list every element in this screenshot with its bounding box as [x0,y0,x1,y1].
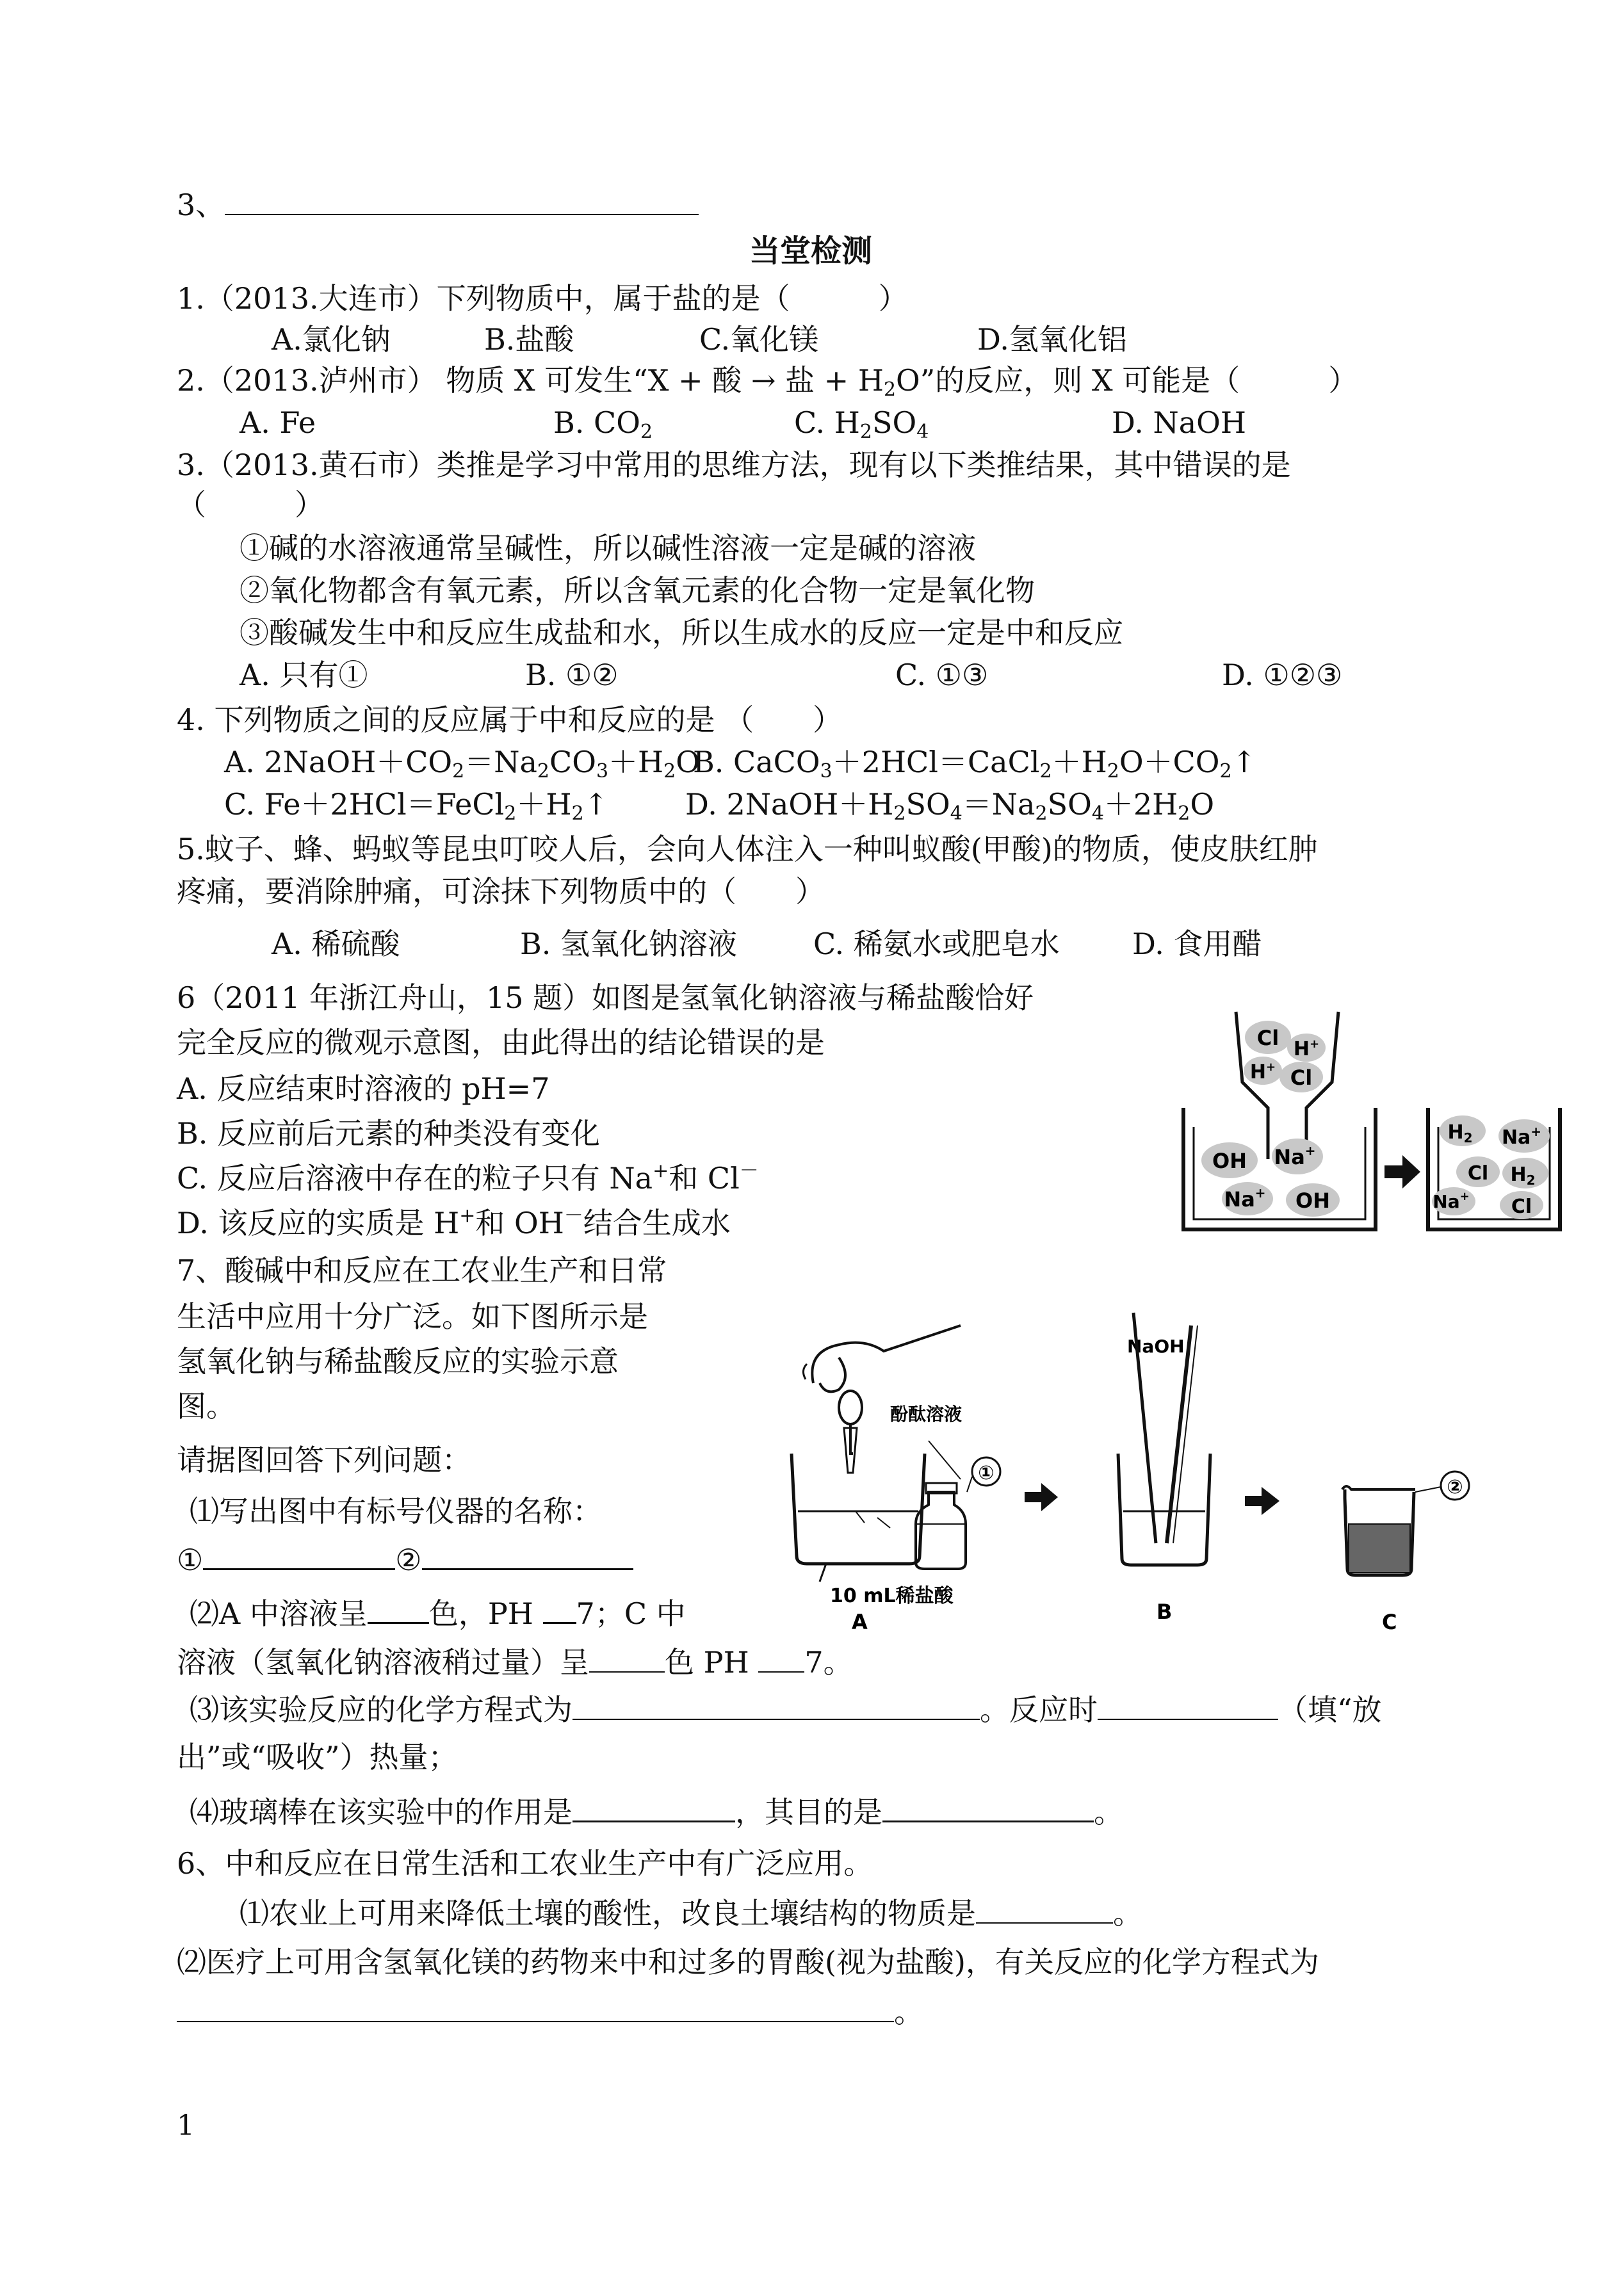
ph-c-blank[interactable] [758,1646,804,1673]
q2-option-a: A. Fe [240,405,316,440]
question-4-stem: 4. 下列物质之间的反应属于中和反应的是 （ ） [177,702,843,737]
q7-sub2-line1: ⑵A 中溶液呈 色，PH 7；C 中 [190,1596,686,1631]
q1-option-b: B.盐酸 [484,322,574,357]
q1-option-a: A.氯化钠 [272,322,391,357]
purpose-blank[interactable] [882,1795,1094,1822]
beaker-b [1118,1454,1210,1565]
question-7-line-4: 图。 [177,1389,236,1423]
mark-1: ① [978,1462,995,1484]
question-7-line-5: 请据图回答下列问题： [177,1443,471,1477]
arrow-icon [1025,1483,1058,1511]
q7-sub1: ⑴写出图中有标号仪器的名称： [190,1494,602,1529]
rod-role-blank[interactable] [572,1795,735,1822]
q6-option-d: D. 该反应的实质是 H+和 OH－结合生成水 [177,1204,731,1240]
question-8-stem: 6、中和反应在日常生活和工农业生产中有广泛应用。 [177,1846,873,1881]
q5-option-a: A. 稀硫酸 [272,927,400,961]
arrow-icon [1245,1487,1279,1515]
particle-label: Na+ [1433,1190,1470,1212]
q1-option-c: C.氧化镁 [699,322,819,357]
instrument-1-blank[interactable] [203,1543,395,1570]
particle-label: Cl [1256,1026,1279,1050]
acid-label: 10 mL稀盐酸 [830,1585,954,1607]
q3-option-a: A. 只有① [240,658,368,692]
q7-sub3-line2: 出”或“吸收”）热量； [177,1740,458,1774]
particle-label: Cl [1511,1196,1532,1218]
q7-sub2-line2: 溶液（氢氧化钠溶液稍过量）呈 色 PH 7。 [177,1645,853,1680]
soil-blank[interactable] [976,1897,1113,1924]
arrow-icon [1384,1155,1420,1188]
question-2-stem: 2.（2013.泸州市） 物质 X 可发生“X + 酸 → 盐 + $H_2O$”的反应，则 X 可能是（ ） [177,363,1358,401]
particle-label: Cl [1467,1162,1489,1185]
dropper-bulb [839,1391,862,1424]
particle-label: $H_2$ [1447,1121,1473,1146]
particle-label: OH [1212,1149,1247,1173]
instrument-2-blank[interactable] [422,1543,633,1570]
q4-option-d: D. $2NaOH+H_2SO_4=Na_2SO_4+2H_2O$ [685,787,1215,825]
color-c-blank[interactable] [589,1646,665,1673]
indicator-label: 酚酞溶液 [890,1404,962,1425]
page-number: 1 [177,2109,195,2142]
q3-option-c: C. ①③ [895,658,989,692]
q5-option-d: D. 食用醋 [1132,927,1262,961]
question-1-stem: 1.（2013.大连市）下列物质中，属于盐的是（ ） [177,281,908,316]
q3-option-d: D. ①②③ [1222,658,1343,692]
q5-option-c: C. 稀氨水或肥皂水 [813,927,1060,961]
particle-label: H+ [1249,1060,1276,1083]
q3-option-b: B. ①② [525,658,619,692]
micro-reaction-figure [1178,999,1563,1242]
q4-option-a: A. $2NaOH+CO_2=Na_2CO_3+H_2O$ [224,745,700,783]
q5-option-b: B. 氢氧化钠溶液 [520,927,738,961]
q6-option-c: C. 反应后溶液中存在的粒子只有 Na+和 Cl－ [177,1160,759,1196]
section-title: 当堂检测 [749,233,873,269]
question-3-stem-cont: （ ） [177,487,324,522]
particle-label: $H_2$ [1510,1164,1536,1188]
q3-statement-1: ①碱的水溶液通常呈碱性，所以碱性溶液一定是碱的溶液 [240,531,976,565]
ph-a-blank[interactable] [543,1596,576,1624]
caption-c: C [1382,1610,1397,1633]
q4-option-b: B. $CaCO_3+2HCl=CaCl_2+H_2O+CO_2↑$ [693,745,1257,783]
q7-sub1-blanks: ① ② [177,1541,633,1579]
q2-option-b: B. $CO_2$ [553,405,653,443]
caption-b: B [1157,1600,1173,1624]
particle-label: Cl [1290,1066,1313,1090]
color-a-blank[interactable] [368,1596,429,1624]
answer-blank[interactable] [225,188,699,215]
particle-label: Na+ [1224,1185,1266,1212]
question-7-line-3: 氢氧化钠与稀盐酸反应的实验示意 [177,1344,619,1379]
header-line: 3、 [177,186,699,224]
q7-sub4: ⑷玻璃棒在该实验中的作用是 ，其目的是 。 [190,1795,1123,1829]
equation-blank[interactable] [572,1693,980,1720]
question-6-stem: 6（2011 年浙江舟山，15 题）如图是氢氧化钠溶液与稀盐酸恰好 [177,980,1034,1015]
q8-sub2-blank-line: 。 [177,1993,923,2031]
mg-equation-blank[interactable] [177,1995,894,2022]
hand-icon [812,1326,961,1383]
beaker-a [792,1454,925,1564]
heat-blank[interactable] [1098,1693,1278,1720]
q8-sub1: ⑴农业上可用来降低土壤的酸性，改良土壤结构的物质是 。 [240,1896,1142,1931]
evaporated-residue [1349,1524,1410,1573]
question-3-stem: 3.（2013.黄石市）类推是学习中常用的思维方法，现有以下类推结果，其中错误的是 [177,448,1291,482]
q3-statement-3: ③酸碱发生中和反应生成盐和水，所以生成水的反应一定是中和反应 [240,615,1123,650]
q6-option-b: B. 反应前后元素的种类没有变化 [177,1116,601,1151]
q6-option-a: A. 反应结束时溶液的 pH=7 [177,1071,550,1106]
question-7-line-1: 7、酸碱中和反应在工农业生产和日常 [177,1253,667,1288]
q8-sub2: ⑵医疗上可用含氢氧化镁的药物来中和过多的胃酸(视为盐酸)，有关反应的化学方程式为 [177,1945,1319,1979]
q4-option-c: C. $Fe+2HCl=FeCl_2+H_2↑$ [224,787,609,825]
mark-2: ② [1447,1476,1463,1498]
question-7-line-2: 生活中应用十分广泛。如下图所示是 [177,1299,648,1334]
q1-option-d: D.氢氧化铝 [977,322,1127,357]
naoh-label: NaOH [1127,1336,1185,1357]
q3-statement-2: ②氧化物都含有氧元素，所以含氧元素的化合物一定是氧化物 [240,573,1035,608]
particle-label: H+ [1293,1037,1320,1060]
question-5-stem-cont: 疼痛，要消除肿痛，可涂抹下列物质中的（ ） [177,874,825,909]
q7-sub3-line1: ⑶该实验反应的化学方程式为 。反应时 （填“放 [190,1692,1382,1727]
q2-option-d: D. NaOH [1112,405,1246,440]
particle-label: Na+ [1501,1124,1542,1149]
q2-option-c: C. $H_2SO_4$ [794,405,929,443]
particle-label: OH [1295,1188,1330,1213]
question-5-stem: 5.蚊子、蜂、蚂蚁等昆虫叮咬人后，会向人体注入一种叫蚁酸(甲酸)的物质，使皮肤红肿 [177,832,1318,866]
question-6-stem-cont: 完全反应的微观示意图，由此得出的结论错误的是 [177,1025,825,1060]
caption-a: A [852,1610,868,1633]
particle-label: Na+ [1274,1143,1316,1169]
lab-experiment-figure [768,1300,1511,1633]
